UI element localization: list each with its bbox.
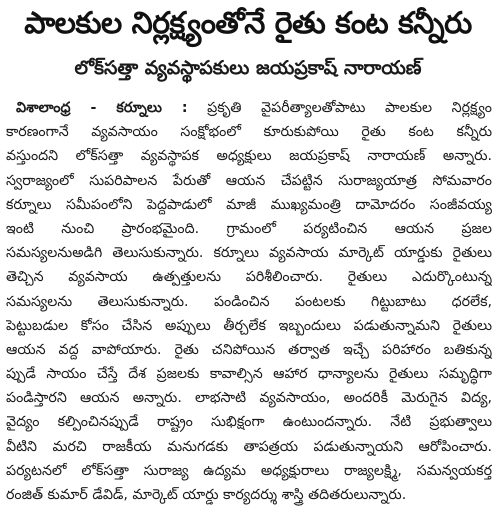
article-line-7: సమస్యలనుఅడిగి తెలుసుకున్నారు. కర్నూలు వ్యవసాయ మార్కెట్ యార్డుకు రైతులు [6, 245, 492, 262]
article-line-6: ఇంటి నుంచి ప్రారంభమైంది. గ్రామంలో పర్యటించిన ఆయన ప్రజల [6, 220, 492, 237]
article-line-9: సమస్యలను తెలుసుకున్నారు. పండించిన పంటలకు గిట్టుబాటు ధరలేక, [6, 293, 492, 310]
article-line-8: తెచ్చిన వ్యవసాయ ఉత్పత్తులను పరిశీలించారు. రైతులు ఎదుర్కొంటున్న [6, 269, 492, 286]
subheadline: లోక్‌సత్తా వ్యవస్థాపకులు జయప్రకాష్ నారాయణ్ [74, 57, 422, 79]
article-line-3: వస్తుందని లోక్‌సత్తా వ్యవస్థాపక అధ్యక్షులు జయప్రకాష్ నారాయణ్ అన్నారు. [6, 148, 492, 165]
article-line-4: స్వరాజ్యంలో సుపరిపాలన పేరుతో ఆయన చేపట్టిన సురాజ్యయాత్ర సోమవారం [6, 172, 492, 189]
article-line-11: ఆయన వద్ద వాపోయారు. రైతు చనిపోయిన తర్వాత ఇచ్చే పరిహారం బతికున్న [6, 341, 492, 358]
article-line-14: వైద్యం కల్పించినప్పుడే రాష్ట్రం సుభిక్షంగా ఉంటుందన్నారు. నేటి ప్రభుత్వాలు [6, 414, 492, 431]
article-line-16: పర్యటనలో లోక్‌సత్తా సురాజ్య ఉద్యమ అధ్యక్షురాలు రాజ్యలక్ష్మి, సమన్వయకర్త [6, 462, 492, 479]
article-line-2: కారణంగానే వ్యవసాయం సంక్షోభంలో కూరుకుపోయి రైతు కంట కన్నీరు [6, 124, 492, 141]
article-line-12: ప్పుడే సాయం చేస్తే దేశ ప్రజలకు కావాల్సిన ఆహార ధాన్యాలను రైతులు సమృద్ధిగా [6, 366, 492, 383]
headline: పాలకుల నిర్లక్ష్యంతోనే రైతు కంట కన్నీరు [24, 6, 472, 41]
article-line-15: వీటిని మరచి రాజకీయ మనుగడకు తాపత్రయ పడుతున్నాయని ఆరోపించారు. [6, 438, 492, 455]
article-line-5: కర్నూలు సమీపంలోని పెద్దపాడులో మాజీ ముఖ్యమంత్రి దామోదరం సంజీవయ్య [6, 196, 492, 213]
article-line-1-text: ప్రకృతి వైపరీత్యాలతోపాటు పాలకుల నిర్లక్ష్యం [207, 100, 492, 116]
article-line-17: రంజిత్ కుమార్ డేవిడ్, మార్కెట్ యార్డు కార్యదర్శు శాస్త్రి తదితరులున్నారు. [6, 487, 407, 503]
dateline: విశాలాంధ్ర - కర్నూలు : [16, 100, 188, 116]
article-line-10: పెట్టుబడుల కోసం చేసిన అప్పులు తీర్చలేక ఇబ్బందులు పడుతున్నామని రైతులు [6, 317, 492, 334]
article-line-13: పండిస్తారని ఆయన అన్నారు. లాభసాటి వ్యవసాయం, అందరికీ మెరుగైన విద్య, [6, 390, 492, 407]
article-line-1 [6, 96, 492, 120]
article-body [6, 96, 492, 507]
